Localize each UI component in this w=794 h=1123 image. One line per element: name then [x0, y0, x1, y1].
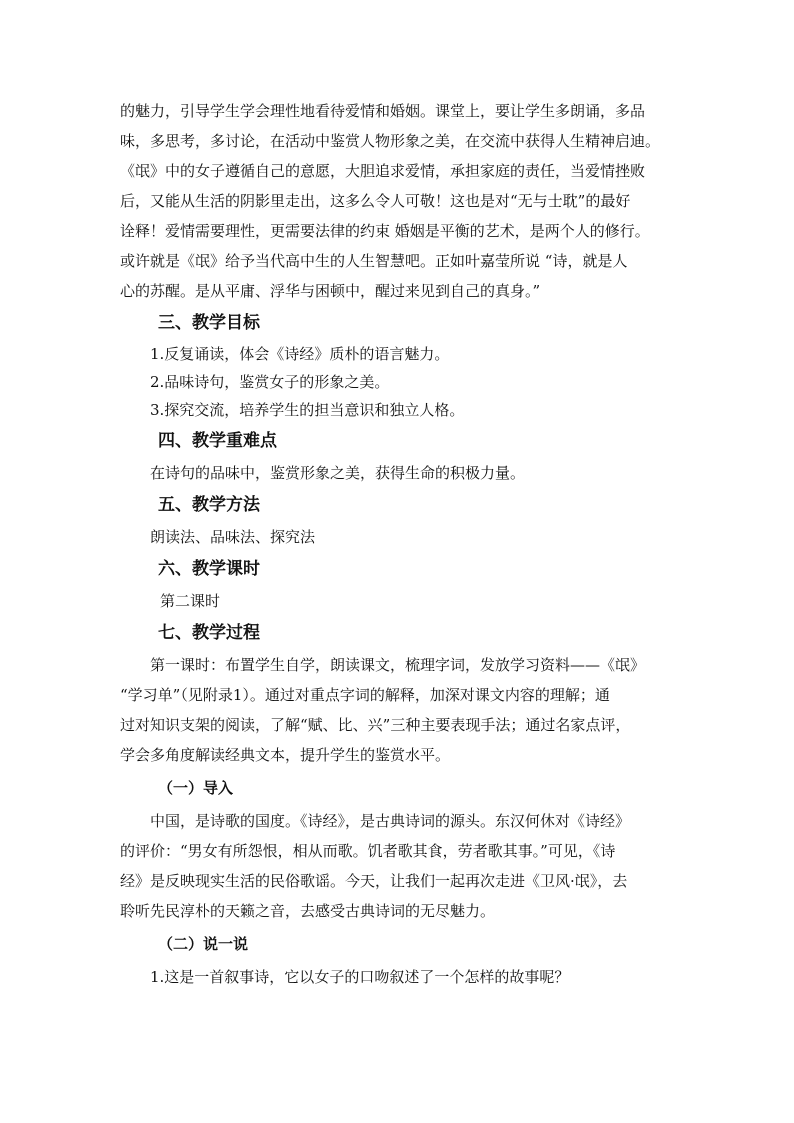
text-line: 或许就是《氓》给予当代高中生的人生智慧吧。正如叶嘉莹所说 “诗，就是人 — [120, 252, 628, 270]
text-line: 经》是反映现实生活的民俗歌谣。今天，让我们一起再次走进《卫风·氓》，去 — [120, 872, 628, 890]
text-line: 学会多角度解读经典文本，提升学生的鉴赏水平。 — [120, 746, 451, 764]
key-points-text: 在诗句的品味中，鉴赏形象之美，获得生命的积极力量。 — [150, 464, 526, 482]
text-line: “学习单”（见附录1）。通过对重点字词的解释，加深对课文内容的理解；通 — [120, 686, 610, 704]
section-heading-key-points: 四、教学重难点 — [158, 431, 277, 451]
teaching-process-paragraph — [120, 650, 676, 770]
list-item: 2.品味诗句，鉴赏女子的形象之美。 — [150, 373, 390, 391]
text-line: 过对知识支架的阅读，了解“赋、比、兴”三种主要表现手法；通过名家点评， — [120, 716, 631, 734]
section-heading-teaching-methods: 五、教学方法 — [158, 495, 260, 515]
document-body — [120, 96, 676, 992]
text-line: 《氓》中的女子遵循自己的意愿，大胆追求爱情，承担家庭的责任，当爱情挫败 — [120, 162, 646, 180]
text-line: 后，又能从生活的阴影里走出，这多么令人可敬！这也是对“无与士耽”的最好 — [120, 192, 631, 210]
section-heading-teaching-process: 七、教学过程 — [158, 623, 260, 643]
class-hours-text: 第二课时 — [160, 592, 221, 610]
section-heading-class-hours: 六、教学课时 — [158, 559, 260, 579]
text-line: 中国，是诗歌的国度。《诗经》，是古典诗词的源头。东汉何休对《诗经》 — [150, 812, 631, 830]
intro-paragraph — [120, 96, 676, 306]
text-line: 聆听先民淳朴的天籁之音，去感受古典诗词的无尽魅力。 — [120, 902, 496, 920]
section-heading-teaching-goals: 三、教学目标 — [158, 313, 260, 333]
list-item: 1.反复诵读，体会《诗经》质朴的语言魅力。 — [150, 345, 450, 363]
discussion-question: 1.这是一首叙事诗，它以女子的口吻叙述了一个怎样的故事呢？ — [150, 968, 570, 986]
list-item: 3.探究交流，培养学生的担当意识和独立人格。 — [150, 401, 465, 419]
text-line: 第一课时：布置学生自学，朗读课文，梳理字词，发放学习资料——《氓》 — [150, 656, 646, 674]
teaching-methods-text: 朗读法、品味法、探究法 — [150, 528, 316, 546]
text-line: 的魅力，引导学生学会理性地看待爱情和婚姻。课堂上，要让学生多朗诵，多品 — [120, 102, 646, 120]
text-line: 诠释！爱情需要理性，更需要法律的约束 婚姻是平衡的艺术，是两个人的修行。 — [120, 222, 650, 240]
text-line: 味，多思考，多讨论，在活动中鉴赏人物形象之美，在交流中获得人生精神启迪。 — [120, 132, 661, 150]
introduction-paragraph — [120, 806, 676, 926]
subsection-heading-introduction: （一）导入 — [158, 779, 234, 797]
subsection-heading-discussion: （二）说一说 — [158, 935, 249, 953]
text-line: 心的苏醒。是从平庸、浮华与困顿中，醒过来见到自己的真身。” — [120, 282, 541, 300]
text-line: 的评价：“男女有所怨恨，相从而歌。饥者歌其食，劳者歌其事。”可见，《诗 — [120, 842, 616, 860]
teaching-goals-list — [120, 340, 676, 424]
